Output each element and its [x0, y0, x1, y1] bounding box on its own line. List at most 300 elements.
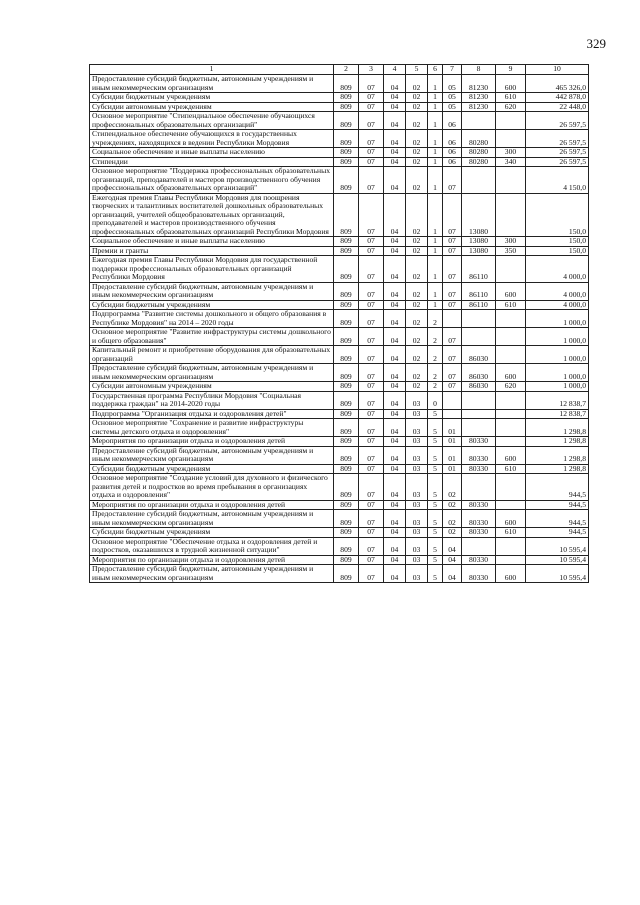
row-code: 610: [496, 300, 526, 310]
row-code: 5: [428, 409, 443, 419]
budget-table: [89, 64, 589, 583]
table-row: [90, 382, 589, 392]
table-row: [90, 130, 589, 148]
row-code: 07: [359, 409, 384, 419]
row-code: [462, 391, 496, 409]
row-code: 80280: [462, 130, 496, 148]
row-code: [462, 310, 496, 328]
row-amount: 944,5: [526, 510, 589, 528]
row-code: [496, 130, 526, 148]
row-code: 1: [428, 282, 443, 300]
row-code: [462, 537, 496, 555]
row-code: 1: [428, 237, 443, 247]
row-code: 5: [428, 446, 443, 464]
row-amount: 26 597,5: [526, 148, 589, 158]
table-row: [90, 446, 589, 464]
row-code: 5: [428, 474, 443, 501]
row-code: 350: [496, 246, 526, 256]
column-header: 6: [428, 65, 443, 75]
row-code: 86030: [462, 364, 496, 382]
row-code: 06: [443, 148, 462, 158]
table-row: [90, 409, 589, 419]
row-code: 809: [334, 528, 359, 538]
row-amount: 26 597,5: [526, 157, 589, 167]
table-row: [90, 300, 589, 310]
row-code: 07: [359, 93, 384, 103]
row-code: 02: [443, 474, 462, 501]
row-code: 04: [384, 419, 406, 437]
row-code: 04: [384, 510, 406, 528]
column-header: 1: [90, 65, 334, 75]
row-code: 02: [406, 256, 428, 283]
row-code: 809: [334, 112, 359, 130]
row-code: 07: [359, 157, 384, 167]
row-code: 03: [406, 437, 428, 447]
row-code: [443, 391, 462, 409]
row-code: 04: [384, 112, 406, 130]
row-code: 86110: [462, 300, 496, 310]
row-code: 600: [496, 446, 526, 464]
row-code: 04: [384, 130, 406, 148]
row-description: Основное мероприятие "Развитие инфраструктуры системы дошкольного и общего образования": [90, 328, 334, 346]
row-code: [496, 167, 526, 194]
table-row: [90, 346, 589, 364]
row-amount: 4 000,0: [526, 300, 589, 310]
row-code: 600: [496, 565, 526, 583]
row-code: 809: [334, 300, 359, 310]
row-code: 80330: [462, 555, 496, 565]
row-code: 04: [384, 382, 406, 392]
row-code: 04: [384, 237, 406, 247]
row-code: 04: [443, 537, 462, 555]
row-amount: 10 595,4: [526, 537, 589, 555]
row-code: 04: [384, 537, 406, 555]
row-description: Подпрограмма "Организация отдыха и оздоровления детей": [90, 409, 334, 419]
row-code: 04: [384, 437, 406, 447]
row-description: Предоставление субсидий бюджетным, автономным учреждениям и иным некоммерческим организациям: [90, 364, 334, 382]
row-code: [496, 419, 526, 437]
row-code: 04: [384, 474, 406, 501]
row-code: 809: [334, 555, 359, 565]
row-code: 04: [384, 464, 406, 474]
column-header: 7: [443, 65, 462, 75]
row-amount: 944,5: [526, 500, 589, 510]
row-code: 809: [334, 237, 359, 247]
table-row: [90, 364, 589, 382]
row-code: 04: [384, 300, 406, 310]
row-code: 809: [334, 464, 359, 474]
row-code: 809: [334, 500, 359, 510]
row-code: 809: [334, 364, 359, 382]
row-description: Субсидии бюджетным учреждениям: [90, 528, 334, 538]
row-code: 07: [359, 555, 384, 565]
row-amount: 150,0: [526, 237, 589, 247]
table-row: [90, 310, 589, 328]
row-code: 600: [496, 75, 526, 93]
row-amount: 1 000,0: [526, 346, 589, 364]
row-amount: 26 597,5: [526, 112, 589, 130]
row-code: 07: [359, 419, 384, 437]
row-amount: 150,0: [526, 193, 589, 237]
row-code: 02: [406, 148, 428, 158]
row-code: 04: [384, 391, 406, 409]
row-code: 1: [428, 167, 443, 194]
row-amount: 150,0: [526, 246, 589, 256]
row-description: Субсидии автономным учреждениям: [90, 382, 334, 392]
row-code: 04: [384, 282, 406, 300]
row-code: 06: [443, 112, 462, 130]
row-code: 04: [443, 565, 462, 583]
row-code: 809: [334, 130, 359, 148]
row-code: 2: [428, 364, 443, 382]
row-code: 02: [406, 300, 428, 310]
row-amount: 1 000,0: [526, 328, 589, 346]
row-code: 04: [384, 102, 406, 112]
row-description: Ежегодная премия Главы Республики Мордовия для поощрения творческих и талантливых воспитателей дошкольных образовательных организаций, учителей общеобразовательных организаций, преподавателей и мастеров производственного обучения профессиональных образовательных организаций Республики Мордовия: [90, 193, 334, 237]
row-code: 600: [496, 282, 526, 300]
row-code: 07: [359, 282, 384, 300]
row-code: 809: [334, 565, 359, 583]
row-description: Предоставление субсидий бюджетным, автономным учреждениям и иным некоммерческим организациям: [90, 565, 334, 583]
row-code: 05: [443, 93, 462, 103]
row-description: Государственная программа Республики Мордовия "Социальная поддержка граждан" на 2014-2020 годы: [90, 391, 334, 409]
row-description: Премии и гранты: [90, 246, 334, 256]
row-code: 02: [443, 500, 462, 510]
row-code: 80330: [462, 464, 496, 474]
row-code: 809: [334, 419, 359, 437]
row-code: 600: [496, 364, 526, 382]
row-description: Предоставление субсидий бюджетным, автономным учреждениям и иным некоммерческим организациям: [90, 75, 334, 93]
row-code: 13080: [462, 246, 496, 256]
row-code: 86110: [462, 282, 496, 300]
row-code: 07: [443, 346, 462, 364]
row-code: 04: [384, 167, 406, 194]
row-amount: 4 000,0: [526, 256, 589, 283]
table-row: [90, 437, 589, 447]
row-description: Мероприятия по организации отдыха и оздоровления детей: [90, 555, 334, 565]
row-code: [496, 500, 526, 510]
row-code: 02: [443, 510, 462, 528]
row-code: 04: [384, 409, 406, 419]
row-amount: 1 298,8: [526, 464, 589, 474]
row-code: [462, 167, 496, 194]
row-code: 03: [406, 555, 428, 565]
row-code: 07: [359, 437, 384, 447]
row-code: 1: [428, 75, 443, 93]
row-code: 809: [334, 148, 359, 158]
row-code: 07: [443, 382, 462, 392]
row-description: Стипендии: [90, 157, 334, 167]
row-code: 07: [443, 246, 462, 256]
row-description: Субсидии автономным учреждениям: [90, 102, 334, 112]
row-code: 02: [406, 346, 428, 364]
row-code: 07: [359, 446, 384, 464]
row-code: 02: [406, 112, 428, 130]
row-code: 07: [359, 364, 384, 382]
row-code: 07: [359, 193, 384, 237]
row-amount: 4 150,0: [526, 167, 589, 194]
row-code: 02: [406, 310, 428, 328]
row-code: 86110: [462, 256, 496, 283]
row-code: [496, 437, 526, 447]
row-code: 07: [359, 112, 384, 130]
row-code: [496, 193, 526, 237]
column-header: 8: [462, 65, 496, 75]
row-amount: 26 597,5: [526, 130, 589, 148]
row-code: 81230: [462, 93, 496, 103]
row-code: 02: [406, 193, 428, 237]
row-amount: 465 326,0: [526, 75, 589, 93]
column-header: 3: [359, 65, 384, 75]
row-code: 620: [496, 382, 526, 392]
row-code: 81230: [462, 75, 496, 93]
row-description: Субсидии бюджетным учреждениям: [90, 300, 334, 310]
table-row: [90, 528, 589, 538]
row-code: 02: [406, 75, 428, 93]
row-code: 07: [443, 237, 462, 247]
row-code: 809: [334, 346, 359, 364]
table-row: [90, 256, 589, 283]
row-amount: 12 838,7: [526, 409, 589, 419]
row-code: 02: [406, 93, 428, 103]
row-code: 610: [496, 528, 526, 538]
row-code: 86030: [462, 346, 496, 364]
row-code: 04: [384, 528, 406, 538]
row-code: 02: [406, 167, 428, 194]
table-row: [90, 500, 589, 510]
row-code: 1: [428, 246, 443, 256]
column-header: 10: [526, 65, 589, 75]
row-amount: 442 878,0: [526, 93, 589, 103]
row-code: [496, 256, 526, 283]
row-code: 1: [428, 148, 443, 158]
row-code: [496, 537, 526, 555]
row-code: 03: [406, 409, 428, 419]
row-code: 1: [428, 256, 443, 283]
row-code: 809: [334, 282, 359, 300]
row-code: 2: [428, 346, 443, 364]
row-code: 2: [428, 328, 443, 346]
row-amount: 944,5: [526, 474, 589, 501]
row-code: 03: [406, 537, 428, 555]
row-code: 07: [359, 464, 384, 474]
row-code: 809: [334, 474, 359, 501]
row-amount: 10 595,4: [526, 555, 589, 565]
row-code: 809: [334, 193, 359, 237]
table-header-row: [90, 65, 589, 75]
row-code: 02: [406, 130, 428, 148]
row-code: 80330: [462, 510, 496, 528]
row-code: 07: [359, 75, 384, 93]
row-code: 01: [443, 437, 462, 447]
row-code: 1: [428, 300, 443, 310]
row-code: 07: [359, 391, 384, 409]
row-code: 07: [359, 102, 384, 112]
row-description: Предоставление субсидий бюджетным, автономным учреждениям и иным некоммерческим организациям: [90, 282, 334, 300]
row-code: 809: [334, 382, 359, 392]
row-code: 07: [443, 364, 462, 382]
row-code: 02: [406, 157, 428, 167]
row-description: Социальное обеспечение и иные выплаты населению: [90, 148, 334, 158]
row-code: 04: [384, 148, 406, 158]
row-code: 04: [384, 555, 406, 565]
row-code: 03: [406, 391, 428, 409]
column-header: 2: [334, 65, 359, 75]
row-code: 04: [384, 75, 406, 93]
row-code: 5: [428, 537, 443, 555]
row-code: 02: [406, 102, 428, 112]
row-code: 06: [443, 157, 462, 167]
row-description: Субсидии бюджетным учреждениям: [90, 93, 334, 103]
row-code: 0: [428, 391, 443, 409]
row-description: Основное мероприятие "Обеспечение отдыха и оздоровления детей и подростков, оказавшихся в трудной жизненной ситуации": [90, 537, 334, 555]
row-code: 5: [428, 555, 443, 565]
row-code: 06: [443, 130, 462, 148]
table-row: [90, 555, 589, 565]
column-header: 4: [384, 65, 406, 75]
row-code: 81230: [462, 102, 496, 112]
row-description: Предоставление субсидий бюджетным, автономным учреждениям и иным некоммерческим организациям: [90, 510, 334, 528]
row-code: 07: [443, 300, 462, 310]
row-description: Субсидии бюджетным учреждениям: [90, 464, 334, 474]
row-description: Основное мероприятие "Сохранение и развитие инфраструктуры системы детского отдыха и оздоровления": [90, 419, 334, 437]
row-code: 809: [334, 102, 359, 112]
table-row: [90, 193, 589, 237]
row-code: 05: [443, 102, 462, 112]
row-code: 07: [359, 246, 384, 256]
row-code: 13080: [462, 193, 496, 237]
row-code: 1: [428, 193, 443, 237]
row-code: 02: [406, 282, 428, 300]
row-code: 07: [359, 382, 384, 392]
row-code: 04: [384, 157, 406, 167]
row-code: 07: [443, 167, 462, 194]
row-code: 5: [428, 464, 443, 474]
row-code: 02: [406, 364, 428, 382]
row-amount: 1 298,8: [526, 446, 589, 464]
table-row: [90, 391, 589, 409]
row-code: [443, 409, 462, 419]
row-code: 809: [334, 256, 359, 283]
table-row: [90, 474, 589, 501]
row-code: 04: [384, 364, 406, 382]
row-code: 07: [359, 256, 384, 283]
row-code: 809: [334, 93, 359, 103]
table-row: [90, 112, 589, 130]
row-code: 04: [384, 193, 406, 237]
row-amount: 4 000,0: [526, 282, 589, 300]
row-description: Основное мероприятие "Стипендиальное обеспечение обучающихся профессиональных образовательных организаций": [90, 112, 334, 130]
row-description: Мероприятия по организации отдыха и оздоровления детей: [90, 500, 334, 510]
table-row: [90, 419, 589, 437]
row-code: 02: [406, 237, 428, 247]
row-code: 07: [359, 500, 384, 510]
row-code: 07: [359, 565, 384, 583]
row-code: [496, 310, 526, 328]
row-code: 620: [496, 102, 526, 112]
row-code: 80330: [462, 565, 496, 583]
row-code: 07: [359, 328, 384, 346]
row-code: 04: [384, 565, 406, 583]
row-code: 809: [334, 446, 359, 464]
row-code: 07: [359, 510, 384, 528]
row-code: 80330: [462, 528, 496, 538]
row-code: 809: [334, 157, 359, 167]
row-code: 07: [359, 528, 384, 538]
row-code: 04: [443, 555, 462, 565]
row-code: 809: [334, 391, 359, 409]
row-code: 03: [406, 528, 428, 538]
table-row: [90, 537, 589, 555]
row-code: 80330: [462, 446, 496, 464]
row-code: 03: [406, 474, 428, 501]
row-code: 1: [428, 157, 443, 167]
row-description: Капитальный ремонт и приобретение оборудования для образовательных организаций: [90, 346, 334, 364]
row-code: 03: [406, 446, 428, 464]
row-code: 04: [384, 500, 406, 510]
row-amount: 944,5: [526, 528, 589, 538]
row-code: 07: [359, 346, 384, 364]
row-code: [496, 555, 526, 565]
row-code: 86030: [462, 382, 496, 392]
row-code: 07: [443, 328, 462, 346]
row-code: 809: [334, 310, 359, 328]
row-code: [462, 328, 496, 346]
row-code: 809: [334, 510, 359, 528]
row-amount: 12 838,7: [526, 391, 589, 409]
row-code: [462, 409, 496, 419]
row-code: 80330: [462, 437, 496, 447]
row-description: Основное мероприятие "Создание условий для духовного и физического развития детей и подростков во время пребывания в организациях отдыха и оздоровления": [90, 474, 334, 501]
row-code: [496, 409, 526, 419]
row-amount: 1 000,0: [526, 310, 589, 328]
row-code: 04: [384, 93, 406, 103]
table-row: [90, 148, 589, 158]
row-code: 2: [428, 382, 443, 392]
table-row: [90, 565, 589, 583]
row-code: 5: [428, 419, 443, 437]
row-code: [462, 419, 496, 437]
row-code: 340: [496, 157, 526, 167]
table-row: [90, 510, 589, 528]
row-code: 5: [428, 565, 443, 583]
row-code: 809: [334, 437, 359, 447]
row-code: [462, 474, 496, 501]
row-code: 1: [428, 112, 443, 130]
row-description: Предоставление субсидий бюджетным, автономным учреждениям и иным некоммерческим организациям: [90, 446, 334, 464]
row-code: 809: [334, 409, 359, 419]
row-code: 04: [384, 446, 406, 464]
row-code: 02: [406, 246, 428, 256]
row-code: 610: [496, 464, 526, 474]
row-code: 02: [406, 328, 428, 346]
row-code: [496, 112, 526, 130]
row-code: 03: [406, 510, 428, 528]
table-row: [90, 328, 589, 346]
row-description: Мероприятия по организации отдыха и оздоровления детей: [90, 437, 334, 447]
row-code: 04: [384, 256, 406, 283]
row-code: 07: [359, 130, 384, 148]
row-code: 07: [359, 237, 384, 247]
row-code: 02: [443, 528, 462, 538]
table-row: [90, 282, 589, 300]
row-code: 04: [384, 346, 406, 364]
row-code: 809: [334, 75, 359, 93]
table-row: [90, 237, 589, 247]
row-code: 03: [406, 419, 428, 437]
row-code: 03: [406, 565, 428, 583]
row-code: 600: [496, 510, 526, 528]
